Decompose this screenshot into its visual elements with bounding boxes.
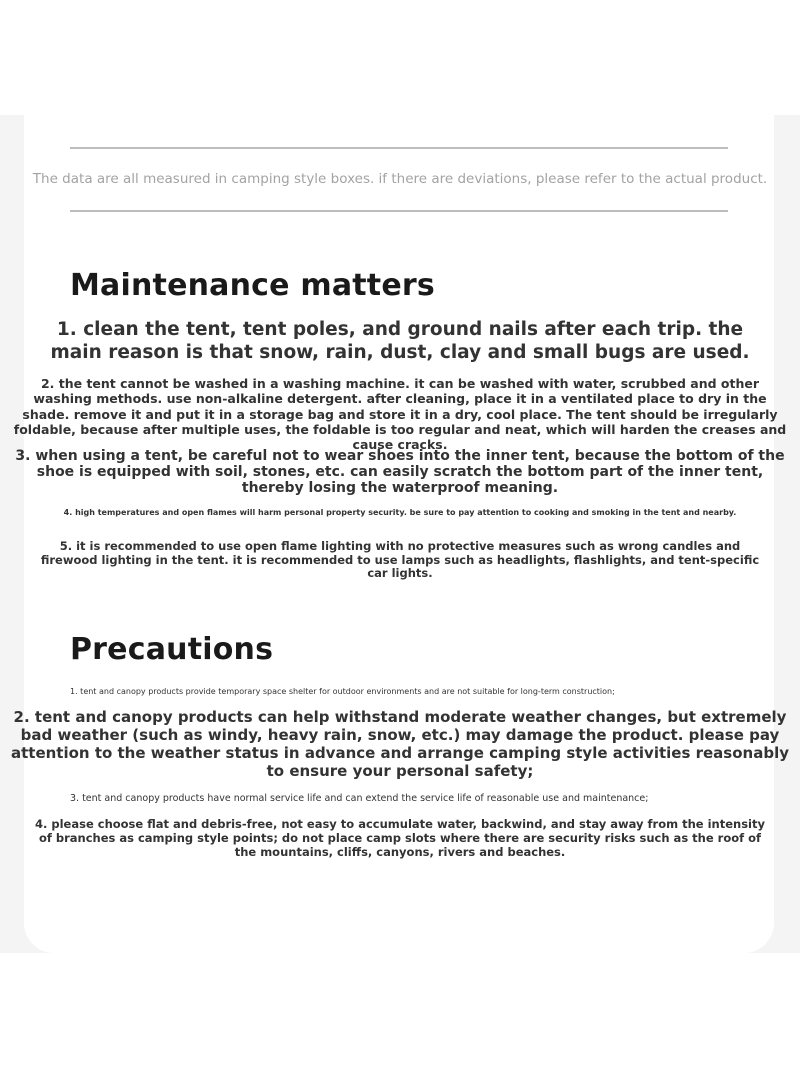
maintenance-item-5: 5. it is recommended to use open flame lighting with no protective measures such as wrong candles and firewood lighting in the tent. it is recommended to use lamps such as headlights, flashlights, and tent-specific car lights. (40, 539, 760, 580)
maintenance-item-4: 4. high temperatures and open flames will harm personal property security. be sure to pay attention to cooking and smoking in the tent and nearby. (63, 508, 737, 517)
divider-bottom (70, 210, 728, 212)
divider-top (70, 147, 728, 149)
maintenance-item-1: 1. clean the tent, tent poles, and ground nails after each trip. the main reason is that snow, rain, dust, clay and small bugs are used. (50, 319, 750, 363)
measurement-disclaimer: The data are all measured in camping style boxes. if there are deviations, please refer to the actual product. (32, 171, 768, 187)
precautions-item-3: 3. tent and canopy products have normal service life and can extend the service life of reasonable use and maintenance; (70, 793, 649, 804)
precautions-item-2: 2. tent and canopy products can help withstand moderate weather changes, but extremely bad weather (such as windy, heavy rain, snow, etc.) may damage the product. please pay attention to the weather status in advance and arrange camping style activities reasonably to ensure your personal safety; (10, 708, 789, 780)
precautions-item-1: 1. tent and canopy products provide temporary space shelter for outdoor environments and are not suitable for long-term construction; (70, 687, 615, 696)
precautions-item-4: 4. please choose flat and debris-free, not easy to accumulate water, backwind, and stay away from the intensity of branches as camping style points; do not place camp slots where there are security risks such as the roof of the mountains, cliffs, canyons, rivers and beaches. (35, 817, 765, 859)
maintenance-item-2: 2. the tent cannot be washed in a washing machine. it can be washed with water, scrubbed and other washing methods. use non-alkaline detergent. after cleaning, place it in a ventilated place to dry in the shade. remove it and put it in a storage bag and store it in a dry, cool place. The tent should be irregularly foldable, because after multiple uses, the foldable is too regular and neat, which will harden the creases and cause cracks. (13, 376, 787, 453)
maintenance-title: Maintenance matters (70, 268, 435, 303)
precautions-title: Precautions (70, 632, 274, 667)
maintenance-item-3: 3. when using a tent, be careful not to wear shoes into the inner tent, because the bottom of the shoe is equipped with soil, stones, etc. can easily scratch the bottom part of the inner tent, thereby losing the waterproof meaning. (15, 448, 785, 496)
